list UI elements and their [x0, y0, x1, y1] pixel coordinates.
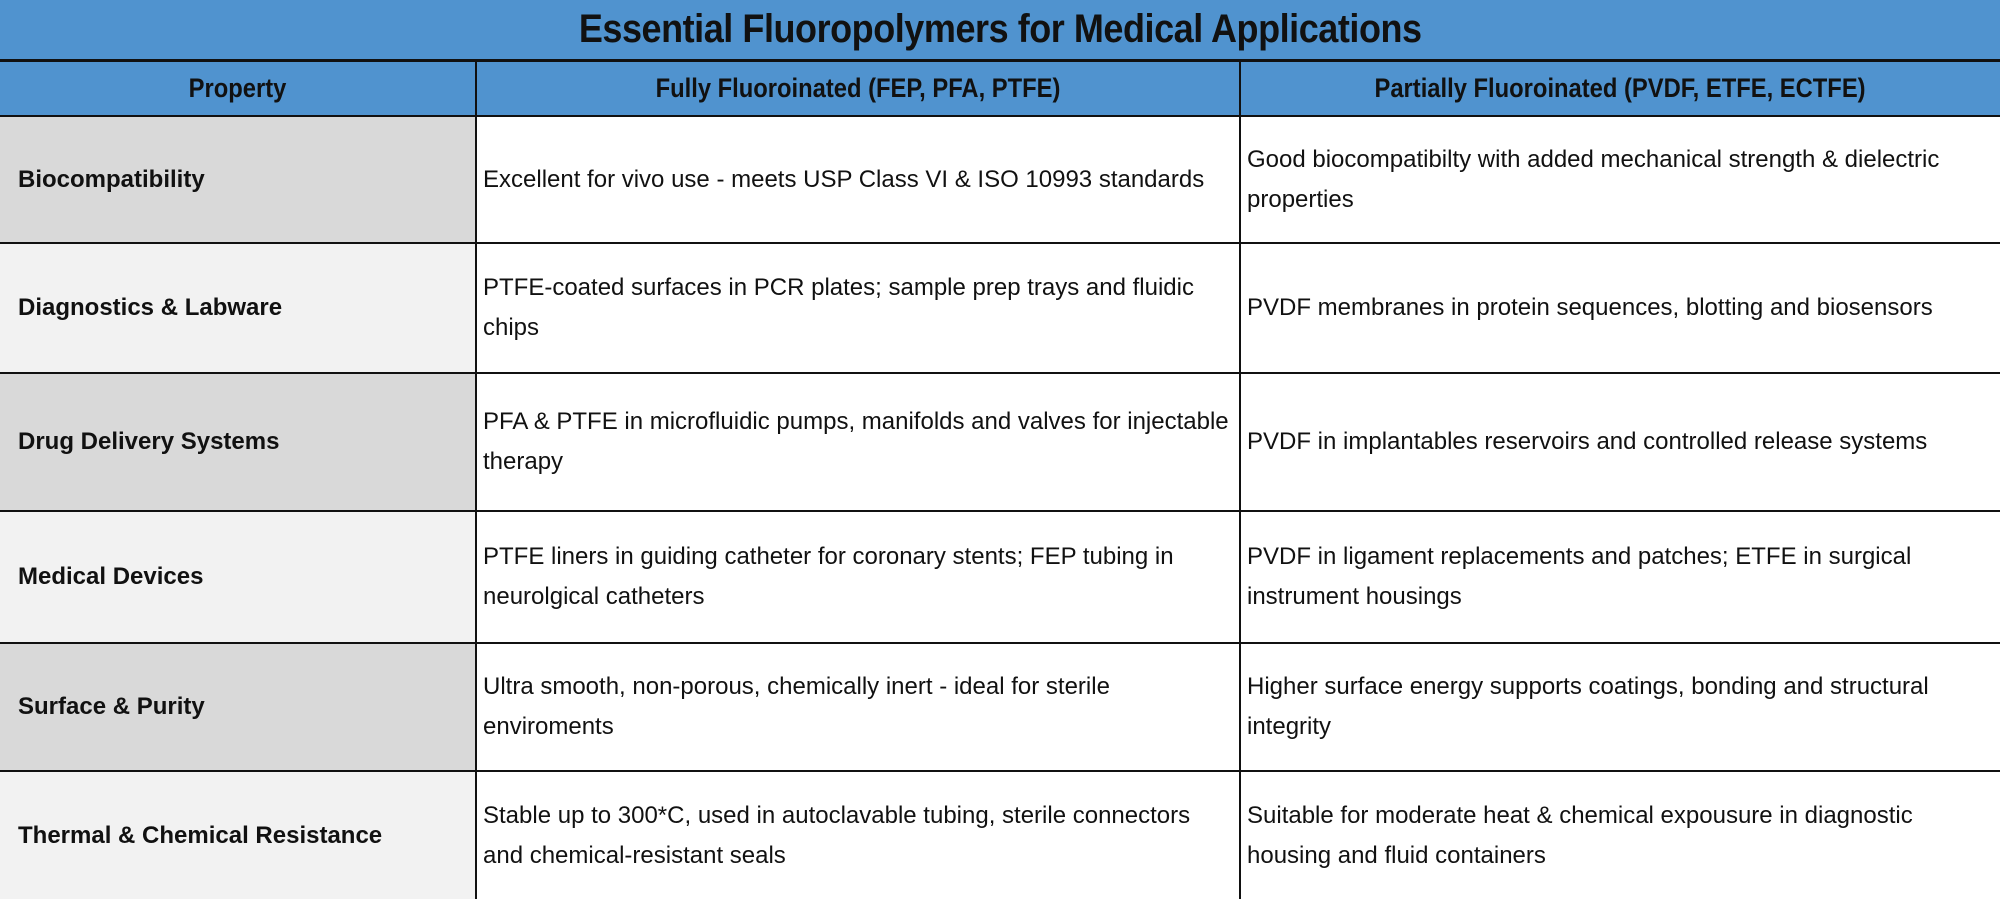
fully-fluorinated-cell[interactable]: Stable up to 300*C, used in autoclavable tubing, sterile connectors and chemical-resistant seals [476, 771, 1240, 899]
property-cell[interactable]: Drug Delivery Systems [0, 373, 476, 511]
title-banner[interactable] [0, 0, 2000, 62]
property-cell[interactable]: Surface & Purity [0, 643, 476, 771]
column-header-fully-fluorinated[interactable]: Fully Fluoroinated (FEP, PFA, PTFE) [476, 62, 1240, 116]
partially-fluorinated-cell[interactable]: Higher surface energy supports coatings, bonding and structural integrity [1240, 643, 2000, 771]
partially-fluorinated-cell[interactable]: PVDF membranes in protein sequences, blotting and biosensors [1240, 243, 2000, 373]
property-cell[interactable]: Thermal & Chemical Resistance [0, 771, 476, 899]
partially-fluorinated-cell[interactable]: Suitable for moderate heat & chemical expousure in diagnostic housing and fluid containers [1240, 771, 2000, 899]
table-row [0, 116, 2000, 243]
comparison-table [0, 62, 2000, 899]
header-row [0, 62, 2000, 116]
partially-fluorinated-cell[interactable]: Good biocompatibilty with added mechanical strength & dielectric properties [1240, 116, 2000, 243]
table-row [0, 373, 2000, 511]
property-cell[interactable]: Medical Devices [0, 511, 476, 643]
table-row [0, 643, 2000, 771]
column-header-partially-fluorinated[interactable]: Partially Fluoroinated (PVDF, ETFE, ECTFE) [1240, 62, 2000, 116]
fully-fluorinated-cell[interactable]: Excellent for vivo use - meets USP Class VI & ISO 10993 standards [476, 116, 1240, 243]
table-row [0, 771, 2000, 899]
column-header-property[interactable]: Property [0, 62, 476, 116]
fully-fluorinated-cell[interactable]: PTFE liners in guiding catheter for coronary stents; FEP tubing in neurolgical catheters [476, 511, 1240, 643]
fully-fluorinated-cell[interactable]: PFA & PTFE in microfluidic pumps, manifolds and valves for injectable therapy [476, 373, 1240, 511]
table-row [0, 243, 2000, 373]
property-cell[interactable]: Diagnostics & Labware [0, 243, 476, 373]
partially-fluorinated-cell[interactable]: PVDF in implantables reservoirs and controlled release systems [1240, 373, 2000, 511]
partially-fluorinated-cell[interactable]: PVDF in ligament replacements and patches; ETFE in surgical instrument housings [1240, 511, 2000, 643]
fully-fluorinated-cell[interactable]: PTFE-coated surfaces in PCR plates; sample prep trays and fluidic chips [476, 243, 1240, 373]
table-title: Essential Fluoropolymers for Medical Applications [578, 7, 1422, 51]
property-cell[interactable]: Biocompatibility [0, 116, 476, 243]
table-row [0, 511, 2000, 643]
fully-fluorinated-cell[interactable]: Ultra smooth, non-porous, chemically inert - ideal for sterile enviroments [476, 643, 1240, 771]
